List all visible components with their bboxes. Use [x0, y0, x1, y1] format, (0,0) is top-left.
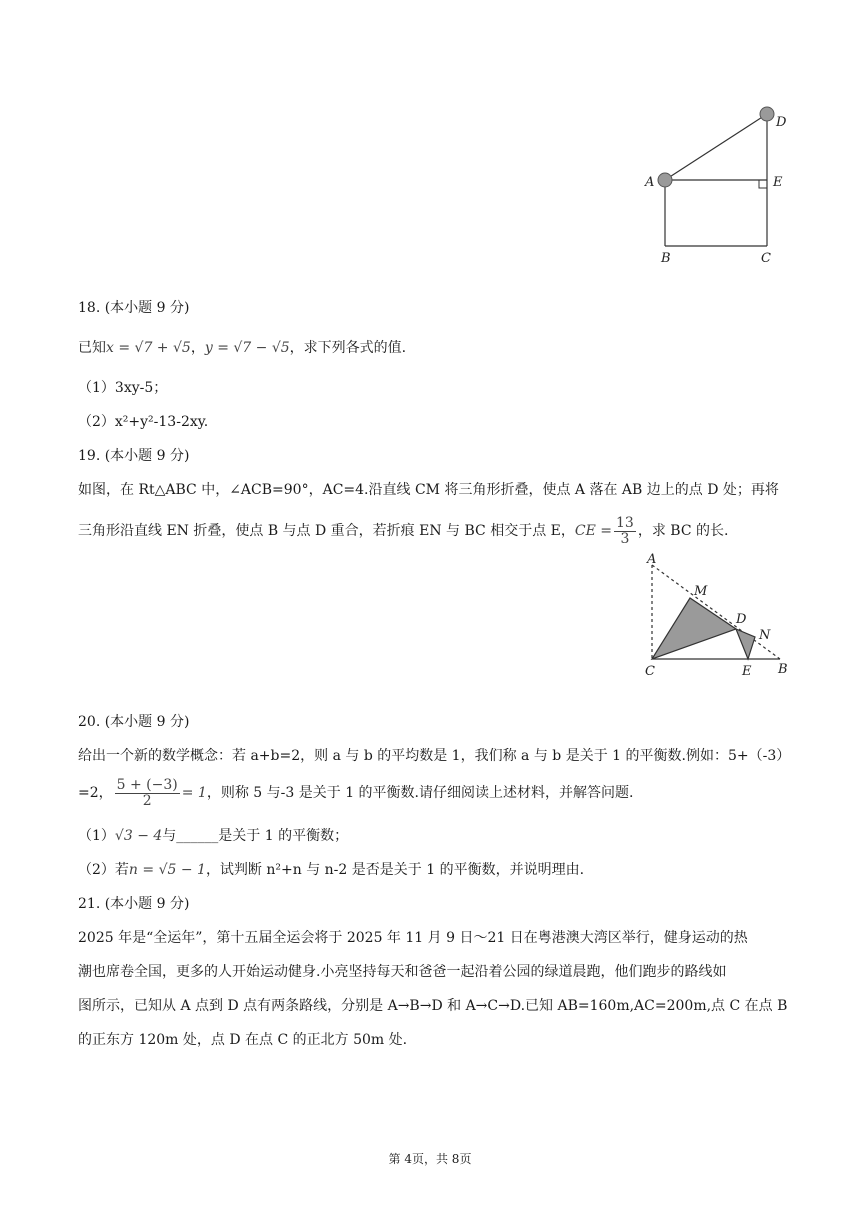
label-d: D [776, 115, 787, 130]
label-d: D [736, 612, 747, 627]
figure-rectangle-ade [640, 100, 800, 270]
n-expression: n = √5 − 1 [128, 862, 206, 878]
q18-sep: ， [190, 340, 205, 356]
q20-part2-post: ，试判断 n²+n 与 n-2 是否是关于 1 的平衡数，并说明理由. [205, 862, 585, 878]
q18-intro-post: ，求下列各式的值. [289, 340, 407, 356]
label-c: C [761, 251, 771, 266]
label-a: A [647, 553, 657, 567]
label-b: B [778, 662, 788, 677]
average-numerator: 5 + (−3) [116, 776, 178, 793]
q20-line2-pre: =2， [78, 785, 113, 801]
q21-line1: 2025 年是“全运年”，第十五届全运会将于 2025 年 11 月 9 日～21 日在粤港澳大湾区举行，健身运动的热 [78, 930, 748, 946]
x-expression: x = √7 + √5 [106, 340, 191, 356]
y-expression: y = √7 − √5 [204, 340, 290, 356]
sqrt3-minus-4-expression: √3 − 4 [114, 828, 163, 844]
label-b: B [661, 251, 671, 266]
q18-part2: （2）x²+y²-13-2xy. [78, 414, 209, 430]
average-fraction [115, 778, 180, 809]
q18-intro [78, 338, 406, 358]
q19-line2 [78, 514, 728, 548]
label-n: N [759, 628, 771, 643]
label-e: E [773, 175, 783, 190]
q21-line4: 的正东方 120m 处，点 D 在点 C 的正北方 50m 处. [78, 1032, 408, 1048]
label-m: M [694, 584, 708, 599]
q20-part1-pre: （1） [78, 828, 115, 844]
q19-line1: 如图，在 Rt△ABC 中，∠ACB=90°，AC=4.沿直线 CM 将三角形折叠，使点 A 落在 AB 边上的点 D 处；再将 [78, 482, 779, 498]
q21-header: 21. (本小题 9 分) [78, 896, 190, 912]
q19-line2-post: ，求 BC 的长. [637, 523, 729, 539]
q20-line1: 给出一个新的数学概念：若 a+b=2，则 a 与 b 的平均数是 1，我们称 a 与 b 是关于 1 的平衡数.例如：5+（-3） [78, 748, 791, 764]
q20-part1-post: 与______是关于 1 的平衡数； [162, 828, 349, 844]
q19-line2-pre: 三角形沿直线 EN 折叠，使点 B 与点 D 重合，若折痕 EN 与 BC 相交于点 E， [78, 523, 575, 539]
label-c: C [645, 664, 655, 679]
ce-fraction [614, 516, 636, 547]
ce-denominator: 3 [620, 530, 630, 547]
q20-header: 20. (本小题 9 分) [78, 714, 190, 730]
q18-header: 18. (本小题 9 分) [78, 300, 190, 316]
q20-part2-pre: （2）若 [78, 862, 129, 878]
q18-intro-pre: 已知 [78, 340, 106, 356]
q18-part1: （1）3xy-5； [78, 380, 168, 396]
label-e: E [742, 664, 752, 679]
q21-line3: 图所示，已知从 A 点到 D 点有两条路线，分别是 A→B→D 和 A→C→D.已知 AB=160m,AC=200m,点 C 在点 B [78, 998, 788, 1014]
fraction-equals: = 1 [181, 785, 207, 801]
page-footer: 第 4页，共 8页 [388, 1152, 472, 1166]
q21-line2: 潮也席卷全国，更多的人开始运动健身.小亮坚持每天和爸爸一起沿着公园的绿道晨跑，他们跑步的路线如 [78, 964, 727, 980]
figure-folded-triangle [640, 553, 800, 681]
q20-line2 [78, 776, 633, 810]
label-a: A [645, 175, 655, 190]
q19-header: 19. (本小题 9 分) [78, 448, 190, 464]
ce-label: CE = [574, 523, 613, 539]
average-denominator: 2 [142, 792, 152, 809]
ce-numerator: 13 [616, 514, 634, 531]
q20-part2 [78, 860, 584, 880]
q20-part1 [78, 826, 348, 846]
q20-line2-post: ，则称 5 与-3 是关于 1 的平衡数.请仔细阅读上述材料，并解答问题. [206, 785, 634, 801]
